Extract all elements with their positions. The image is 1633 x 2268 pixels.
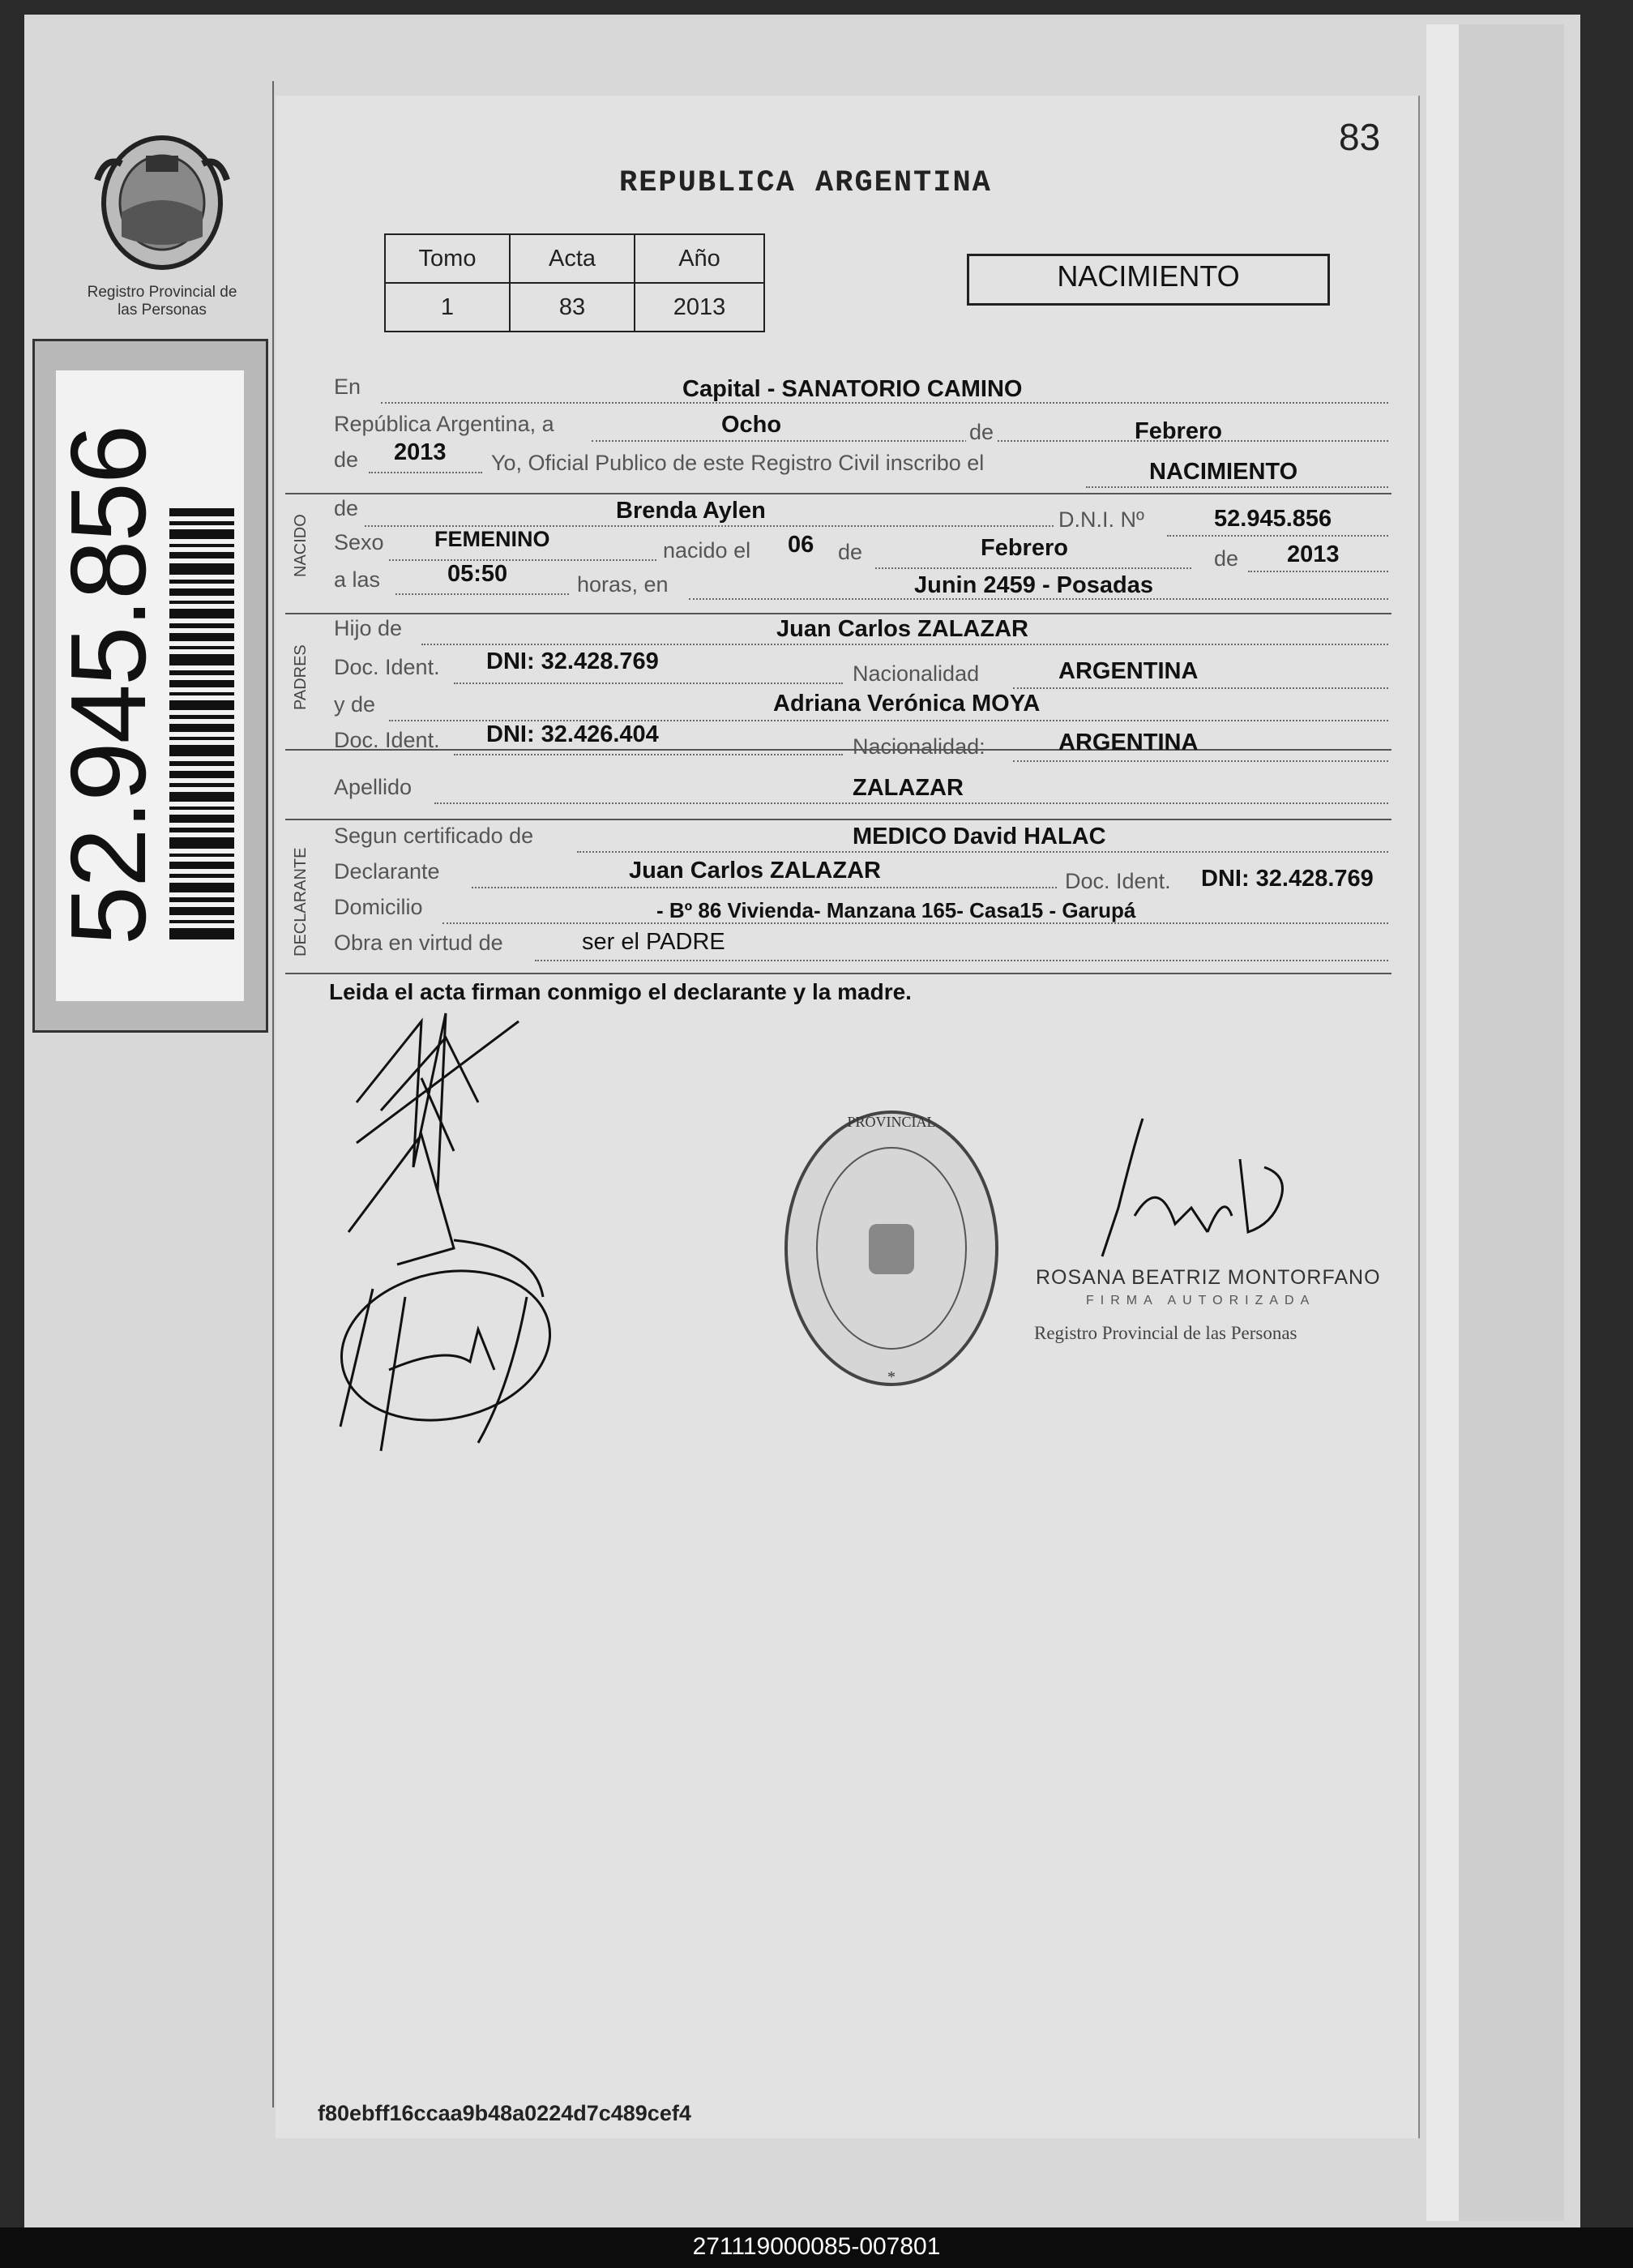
- nac-padre: ARGENTINA: [1058, 658, 1199, 684]
- section-divider: [285, 493, 1391, 494]
- section-divider: [285, 613, 1391, 614]
- margin-rule: [272, 81, 274, 2108]
- doc-declarante-label: Doc. Ident.: [1065, 869, 1171, 893]
- dni-label: D.N.I. Nº: [1058, 507, 1144, 532]
- nac-madre-label: Nacionalidad:: [853, 734, 985, 759]
- certificado-label: Segun certificado de: [334, 824, 534, 848]
- barcode-icon: [169, 508, 234, 946]
- madre-nombre: Adriana Verónica MOYA: [773, 691, 1041, 717]
- inscripcion-tipo: NACIMIENTO: [1149, 459, 1298, 485]
- nacido-de-label: de: [838, 540, 863, 564]
- doc-declarante: DNI: 32.428.769: [1201, 866, 1374, 892]
- value-tomo: 1: [385, 283, 510, 332]
- padre-nombre: Juan Carlos ZALAZAR: [776, 616, 1028, 642]
- nac-madre: ARGENTINA: [1058, 730, 1199, 755]
- nac-padre-label: Nacionalidad: [853, 661, 980, 686]
- domicilio: - Bº 86 Vivienda- Manzana 165- Casa15 - Garupá: [656, 898, 1136, 922]
- lugar-nacimiento: Junin 2459 - Posadas: [914, 572, 1153, 598]
- hora: 05:50: [447, 561, 508, 587]
- declarante-label: Declarante: [334, 859, 440, 884]
- footer-id: 271119000085-007801: [692, 2233, 941, 2260]
- doc-madre: DNI: 32.426.404: [486, 721, 659, 747]
- section-padres: PADRES: [292, 644, 310, 710]
- closing-text: Leida el acta firman conmigo el declarante y la madre.: [329, 979, 912, 1004]
- page-title: REPUBLICA ARGENTINA: [619, 166, 992, 200]
- hijo-label: Hijo de: [334, 616, 403, 640]
- svg-text:PROVINCIAL: PROVINCIAL: [847, 1114, 936, 1130]
- barcode-number: 52.945.856: [49, 426, 168, 946]
- fecha-anio: 2013: [394, 439, 447, 465]
- declarante: Juan Carlos ZALAZAR: [629, 858, 881, 884]
- page-number: 83: [1339, 116, 1381, 158]
- nombre: Brenda Aylen: [616, 498, 766, 524]
- doc-padre-label: Doc. Ident.: [334, 655, 440, 679]
- declarant-signature: [324, 1005, 600, 1459]
- y-de-label: y de: [334, 692, 376, 717]
- a-las-label: a las: [334, 567, 381, 592]
- official-stamp-name: ROSANA BEATRIZ MONTORFANO: [1036, 1266, 1381, 1289]
- page-edge: [1426, 24, 1459, 2221]
- record-type: NACIMIENTO: [1057, 259, 1240, 293]
- province-coat-of-arms-icon: [89, 131, 235, 273]
- value-acta: 83: [510, 283, 635, 332]
- barcode-label: [32, 339, 268, 1033]
- record-table-values: [385, 283, 764, 332]
- nacido-anio: 2013: [1287, 541, 1340, 567]
- obra: ser el PADRE: [582, 929, 725, 955]
- official-stamp-role: FIRMA AUTORIZADA: [1086, 1294, 1316, 1307]
- section-nacido: NACIDO: [292, 514, 310, 577]
- fecha-de-label: de: [966, 420, 997, 445]
- certificado: MEDICO David HALAC: [853, 824, 1106, 849]
- doc-padre: DNI: 32.428.769: [486, 648, 659, 674]
- fecha-mes: Febrero: [1135, 418, 1222, 444]
- section-divider: [285, 749, 1391, 751]
- sexo-label: Sexo: [334, 530, 384, 554]
- domicilio-label: Domicilio: [334, 895, 423, 919]
- page-stack-edge: [1459, 24, 1564, 2221]
- record-table: [384, 233, 765, 332]
- en-label: En: [334, 374, 361, 399]
- oficial-text: Yo, Oficial Publico de este Registro Civil inscribo el: [491, 451, 985, 475]
- section-declarante: DECLARANTE: [292, 847, 310, 956]
- fecha-dia: Ocho: [721, 412, 782, 438]
- nacido-anio-label: de: [1214, 546, 1239, 571]
- svg-text:*: *: [887, 1368, 896, 1386]
- official-stamp-office: Registro Provincial de las Personas: [1034, 1323, 1297, 1343]
- apellido-label: Apellido: [334, 775, 413, 799]
- record-table-header: [385, 234, 764, 283]
- official-signature: [1086, 1110, 1297, 1273]
- registry-seal-icon: [778, 1102, 1005, 1394]
- document-hash: f80ebff16ccaa9b48a0224d7c489cef4: [318, 2101, 691, 2125]
- nacido-mes: Febrero: [981, 535, 1068, 561]
- header-tomo: Tomo: [385, 234, 510, 283]
- section-divider: [285, 973, 1391, 974]
- nacido-label: nacido el: [663, 538, 751, 563]
- apellido: ZALAZAR: [853, 775, 964, 801]
- registry-caption: Registro Provincial de las Personas: [87, 284, 237, 319]
- sexo: FEMENINO: [434, 527, 550, 551]
- nombre-label: de: [334, 496, 359, 520]
- obra-label: Obra en virtud de: [334, 931, 503, 955]
- horas-label: horas, en: [577, 572, 669, 597]
- dni-nacido: 52.945.856: [1214, 506, 1332, 532]
- section-divider: [285, 819, 1391, 820]
- header-anio: Año: [635, 234, 764, 283]
- republica-label: República Argentina, a: [334, 412, 554, 436]
- doc-madre-label: Doc. Ident.: [334, 728, 440, 752]
- anio-de-label: de: [334, 447, 359, 472]
- header-acta: Acta: [510, 234, 635, 283]
- en-value: Capital - SANATORIO CAMINO: [682, 376, 1023, 402]
- footer-bar: [0, 2227, 1633, 2268]
- value-anio: 2013: [635, 283, 764, 332]
- nacido-dia: 06: [788, 532, 814, 558]
